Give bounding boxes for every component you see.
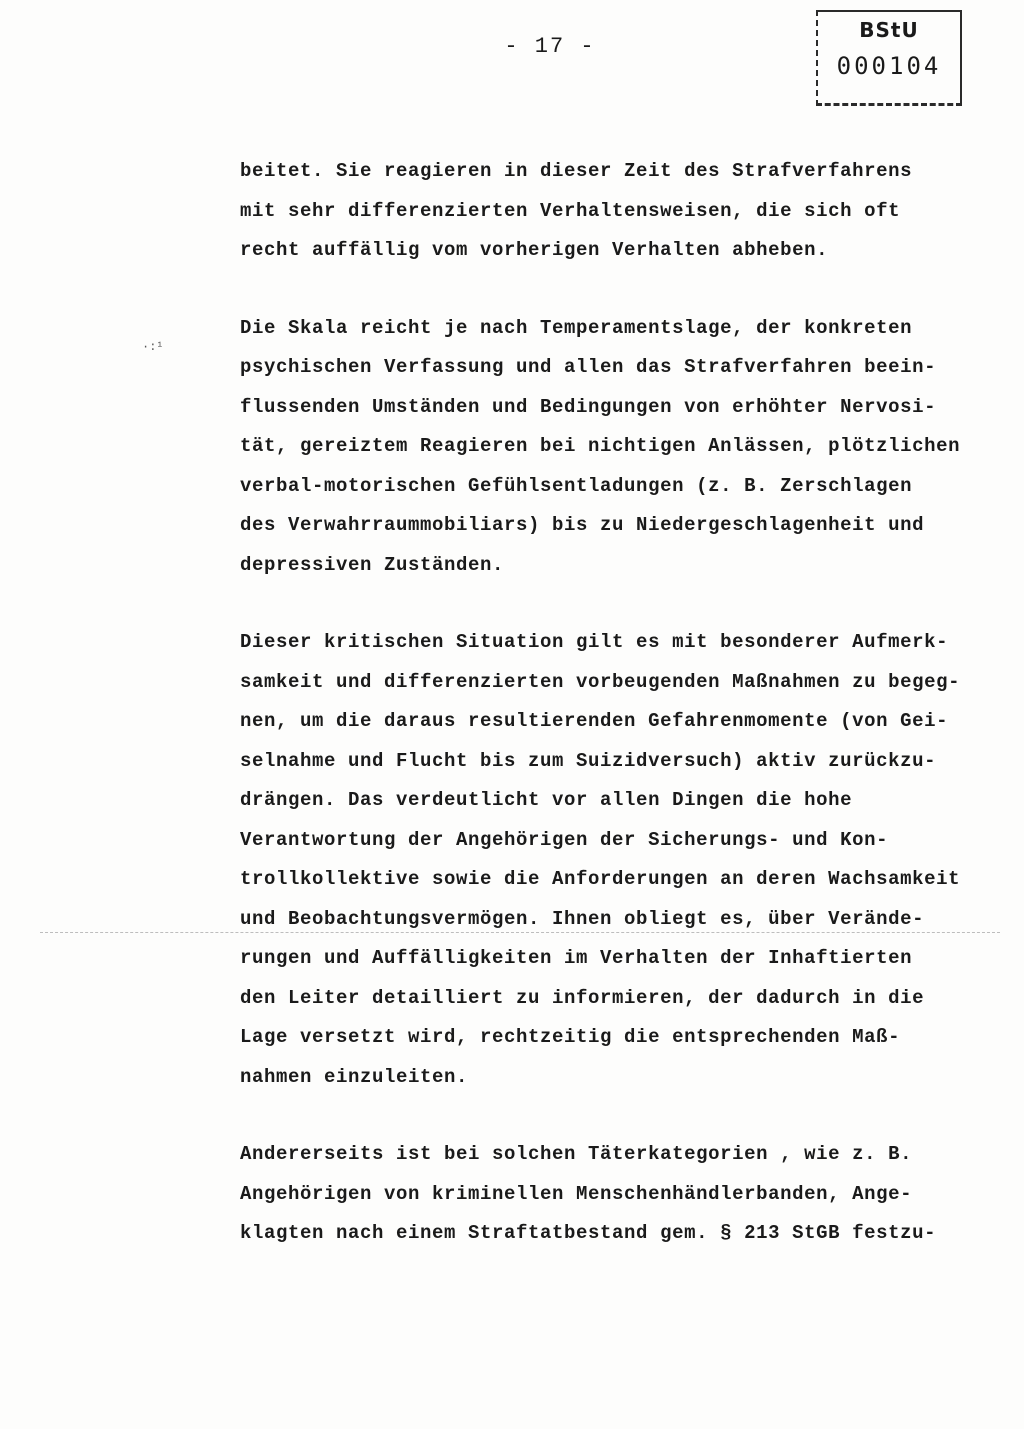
- text-line: flussenden Umständen und Bedingungen von erhöhter Nervosi-: [240, 395, 937, 418]
- text-line: beitet. Sie reagieren in dieser Zeit des Strafverfahrens: [240, 160, 913, 182]
- text-line: Lage versetzt wird, rechtzeitig die entsprechenden Maß-: [240, 1026, 901, 1048]
- paragraph: [240, 1135, 992, 1254]
- text-line: rungen und Auffälligkeiten im Verhalten der Inhaftierten: [240, 947, 913, 969]
- text-line: selnahme und Flucht bis zum Suizidversuch) aktiv zurückzu-: [240, 749, 937, 772]
- margin-mark: ·:¹: [142, 340, 164, 354]
- text-line: depressiven Zuständen.: [240, 553, 505, 576]
- paragraph: [240, 623, 992, 1097]
- archive-stamp: [816, 10, 962, 106]
- text-line: Dieser kritischen Situation gilt es mit besonderer Aufmerk-: [240, 631, 949, 653]
- text-line: drängen. Das verdeutlicht vor allen Dingen die hohe: [240, 789, 853, 811]
- text-line: trollkollektive sowie die Anforderungen an deren Wachsamkeit: [240, 868, 961, 890]
- document-body: [240, 152, 992, 1292]
- text-line: nahmen einzuleiten.: [240, 1065, 469, 1088]
- text-line: Die Skala reicht je nach Temperamentslage, der konkreten: [240, 316, 913, 339]
- text-line: klagten nach einem Straftatbestand gem. § 213 StGB festzu-: [240, 1222, 937, 1244]
- text-line: samkeit und differenzierten vorbeugenden Maßnahmen zu begeg-: [240, 670, 961, 693]
- text-line: psychischen Verfassung und allen das Strafverfahren beein-: [240, 356, 937, 378]
- paragraph: [240, 309, 992, 586]
- text-line: den Leiter detailliert zu informieren, der dadurch in die: [240, 986, 925, 1009]
- text-line: verbal-motorischen Gefühlsentladungen (z. B. Zerschlagen: [240, 474, 913, 497]
- page-number: - 17 -: [504, 34, 596, 59]
- text-line: recht auffällig vom vorherigen Verhalten abheben.: [240, 239, 829, 261]
- text-line: nen, um die daraus resultierenden Gefahrenmomente (von Gei-: [240, 710, 949, 732]
- text-line: Angehörigen von kriminellen Menschenhändlerbanden, Ange-: [240, 1182, 913, 1205]
- stamp-number: 000104: [836, 52, 942, 80]
- text-line: und Beobachtungsvermögen. Ihnen obliegt es, über Verände-: [240, 907, 925, 930]
- text-line: Verantwortung der Angehörigen der Sicherungs- und Kon-: [240, 828, 889, 851]
- text-line: tät, gereiztem Reagieren bei nichtigen Anlässen, plötzlichen: [240, 435, 961, 457]
- text-line: mit sehr differenzierten Verhaltensweisen, die sich oft: [240, 199, 901, 222]
- stamp-org: BStU: [859, 18, 919, 42]
- text-line: Andererseits ist bei solchen Täterkategorien , wie z. B.: [240, 1143, 913, 1165]
- paragraph: [240, 152, 992, 271]
- text-line: des Verwahrraummobiliars) bis zu Niedergeschlagenheit und: [240, 514, 925, 536]
